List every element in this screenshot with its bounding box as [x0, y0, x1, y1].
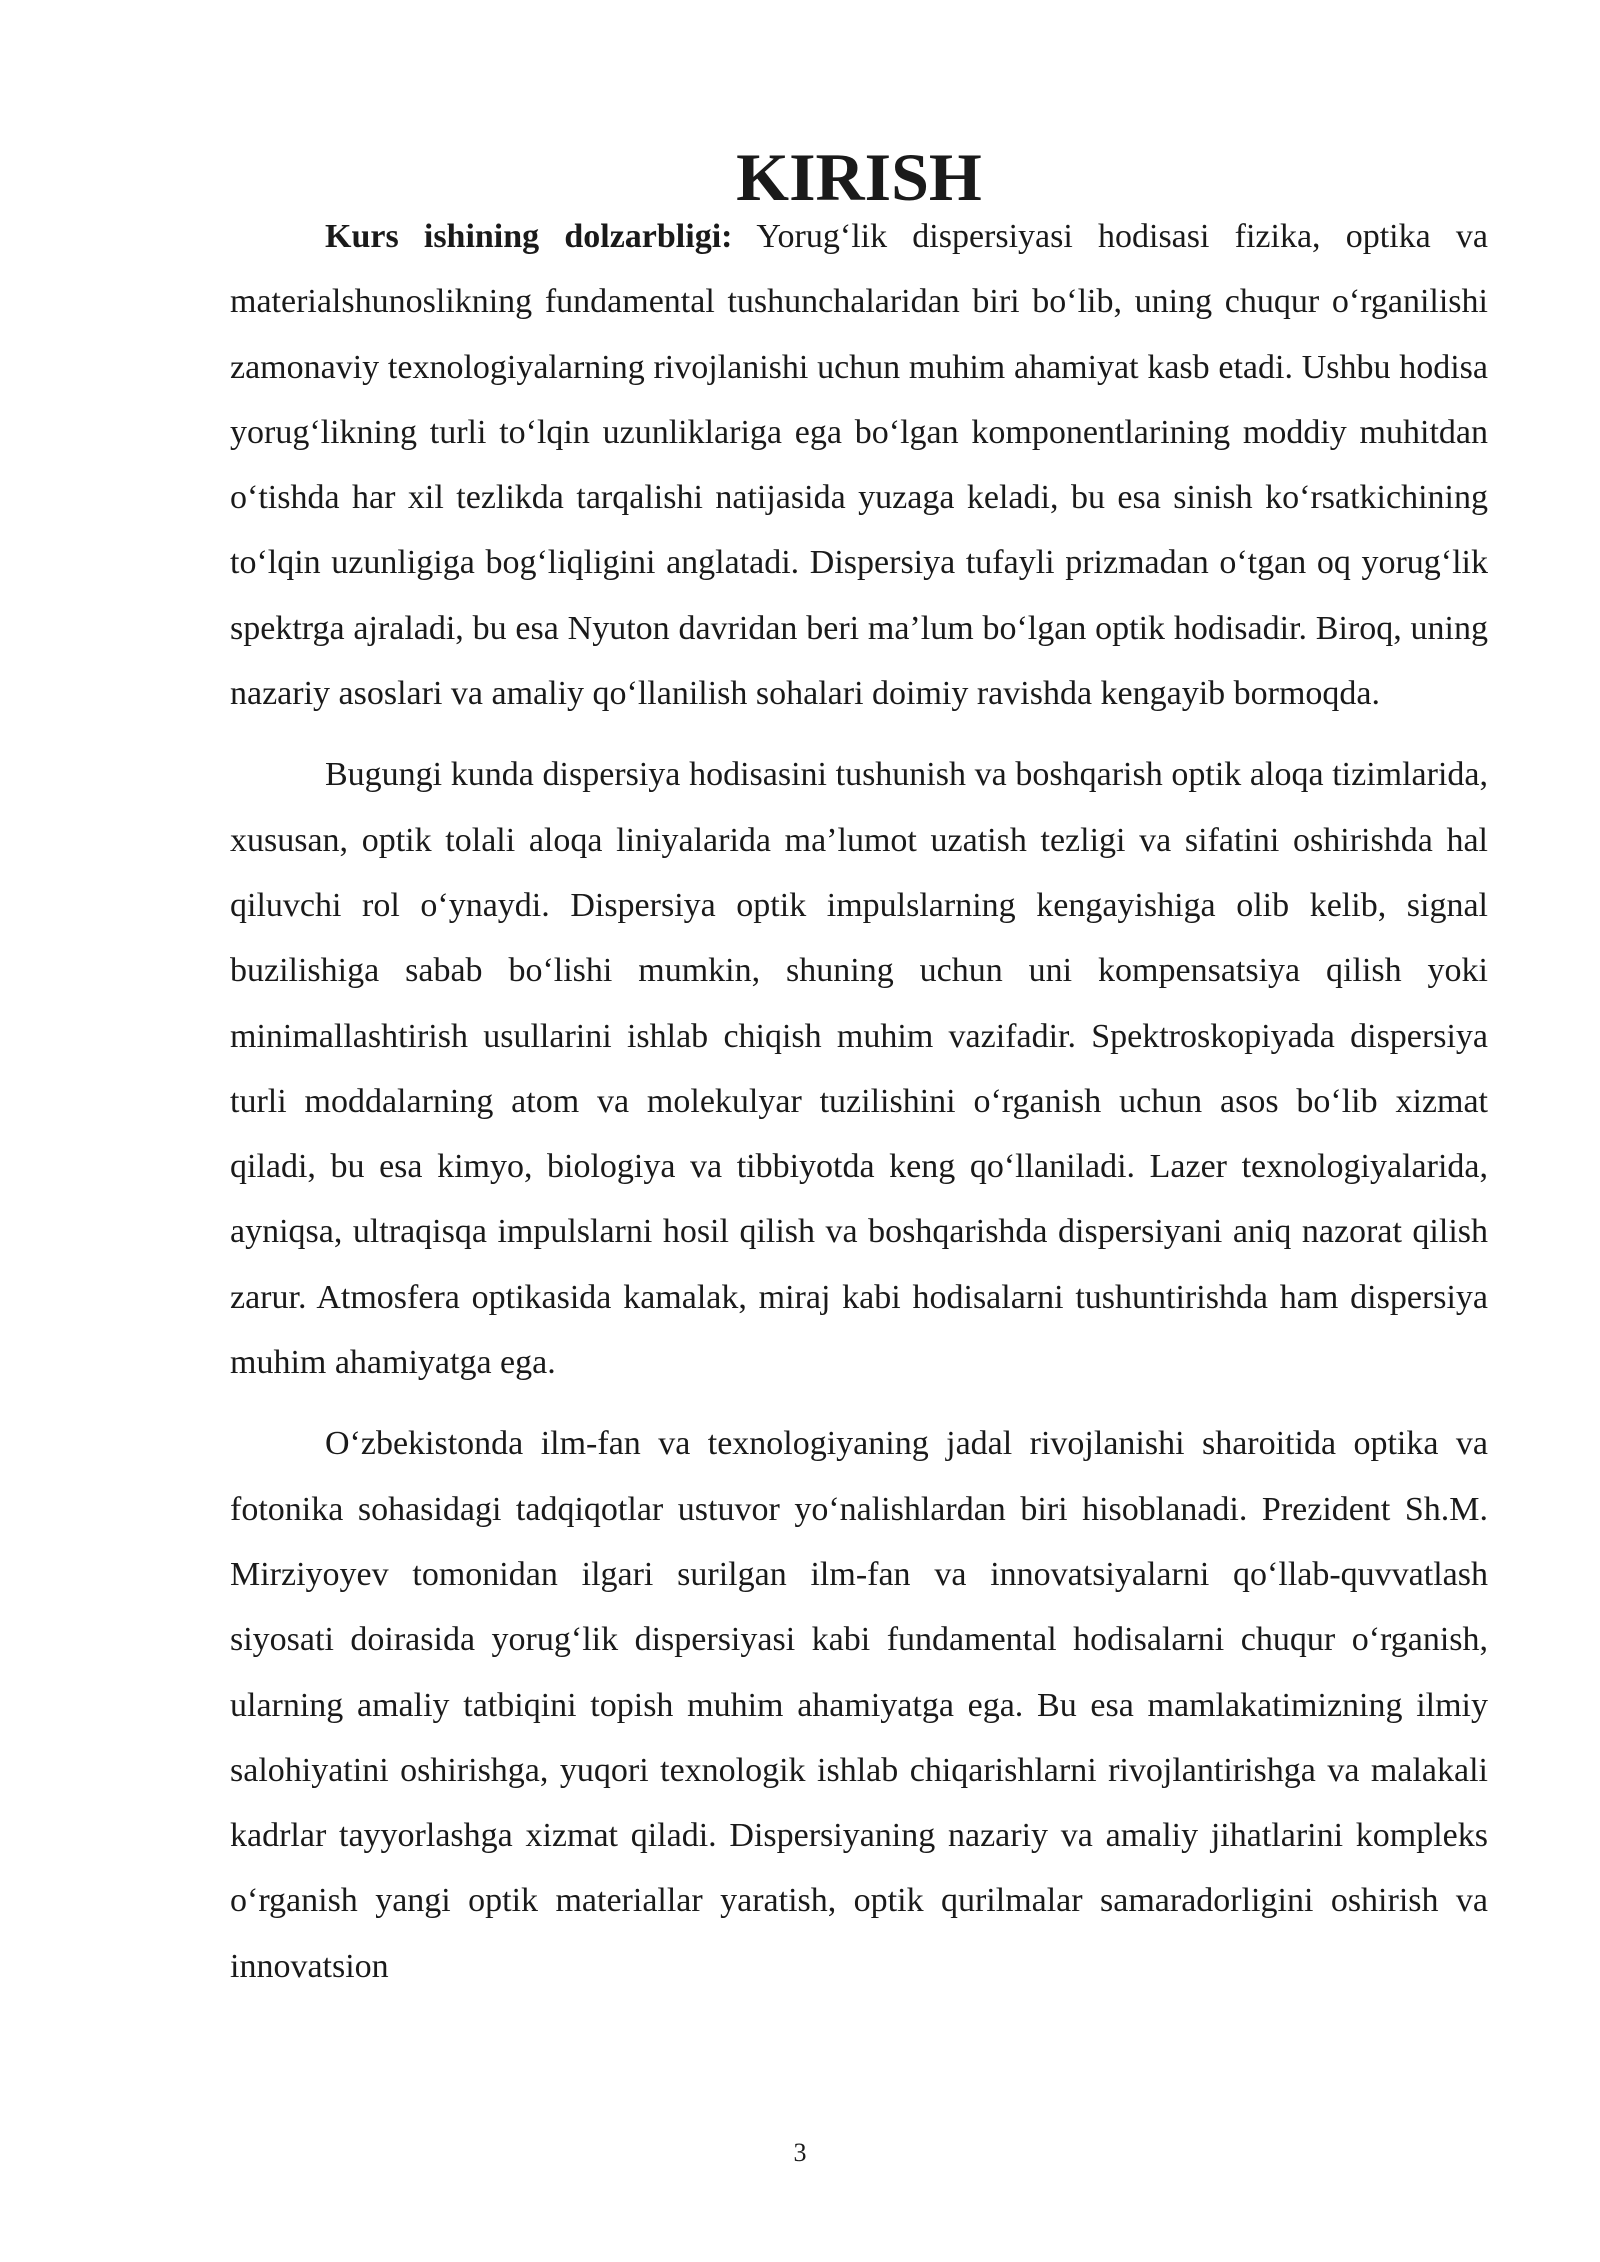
page-number: 3: [793, 2138, 807, 2167]
document-body: [230, 139, 1488, 1999]
paragraph-applications: Bugungi kunda dispersiya hodisasini tushunish va boshqarish optik aloqa tizimlarida, xususan, optik tolali aloqa liniyalarida ma’lumot uzatish tezligi va sifatini oshirishda hal qiluvchi rol o‘ynaydi. Dispersiya optik impulslarning kengayishiga olib kelib, signal buzilishiga sabab bo‘lishi mumkin, shuning uchun uni kompensatsiya qilish yoki minimallashtirish usullarini ishlab chiqish muhim vazifadir. Spektroskopiyada dispersiya turli moddalarning atom va molekulyar tuzilishini o‘rganish uchun asos bo‘lib xizmat qiladi, bu esa kimyo, biologiya va tibbiyotda keng qo‘llaniladi. Lazer texnologiyalarida, ayniqsa, ultraqisqa impulslarni hosil qilish va boshqarishda dispersiyani aniq nazorat qilish zarur. Atmosfera optikasida kamalak, miraj kabi hodisalarni tushuntirishda ham dispersiya muhim ahamiyatga ega.: [230, 756, 1488, 1382]
paragraph-lead: Kurs ishining dolzarbligi:: [325, 218, 733, 255]
paragraph-uzbekistan: O‘zbekistonda ilm-fan va texnologiyaning jadal rivojlanishi sharoitida optika va fotonika sohasidagi tadqiqotlar ustuvor yo‘nalishlardan biri hisoblanadi. Prezident Sh.M. Mirziyoyev tomonidan ilgari surilgan ilm-fan va innovatsiyalarni qo‘llab-quvvatlash siyosati doirasida yorug‘lik dispersiyasi kabi fundamental hodisalarni chuqur o‘rganish, ularning amaliy tatbiqini topish muhim ahamiyatga ega. Bu esa mamlakatimizning ilmiy salohiyatini oshirishga, yuqori texnologik ishlab chiqarishlarni rivojlantirishga va malakali kadrlar tayyorlashga xizmat qiladi. Dispersiyaning nazariy va amaliy jihatlarini kompleks o‘rganish yangi optik materiallar yaratish, optik qurilmalar samaradorligini oshirish va innovatsion: [230, 1425, 1488, 1985]
paragraph-text: Yorug‘lik dispersiyasi hodisasi fizika, optika va materialshunoslikning fundamental tushunchalaridan biri bo‘lib, uning chuqur o‘rganilishi zamonaviy texnologiyalarning rivojlanishi uchun muhim ahamiyat kasb etadi. Ushbu hodisa yorug‘likning turli to‘lqin uzunliklariga ega bo‘lgan komponentlarining moddiy muhitdan o‘tishda har xil tezlikda tarqalishi natijasida yuzaga keladi, bu esa sinish ko‘rsatkichining to‘lqin uzunligiga bog‘liqligini anglatadi. Dispersiya tufayli prizmadan o‘tgan oq yorug‘lik spektrga ajraladi, bu esa Nyuton davridan beri ma’lum bo‘lgan optik hodisadir. Biroq, uning nazariy asoslari va amaliy qo‘llanilish sohalari doimiy ravishda kengayib bormoqda.: [230, 218, 1488, 713]
paragraph-relevance: [230, 204, 1488, 726]
page-title: KIRISH: [736, 139, 982, 215]
